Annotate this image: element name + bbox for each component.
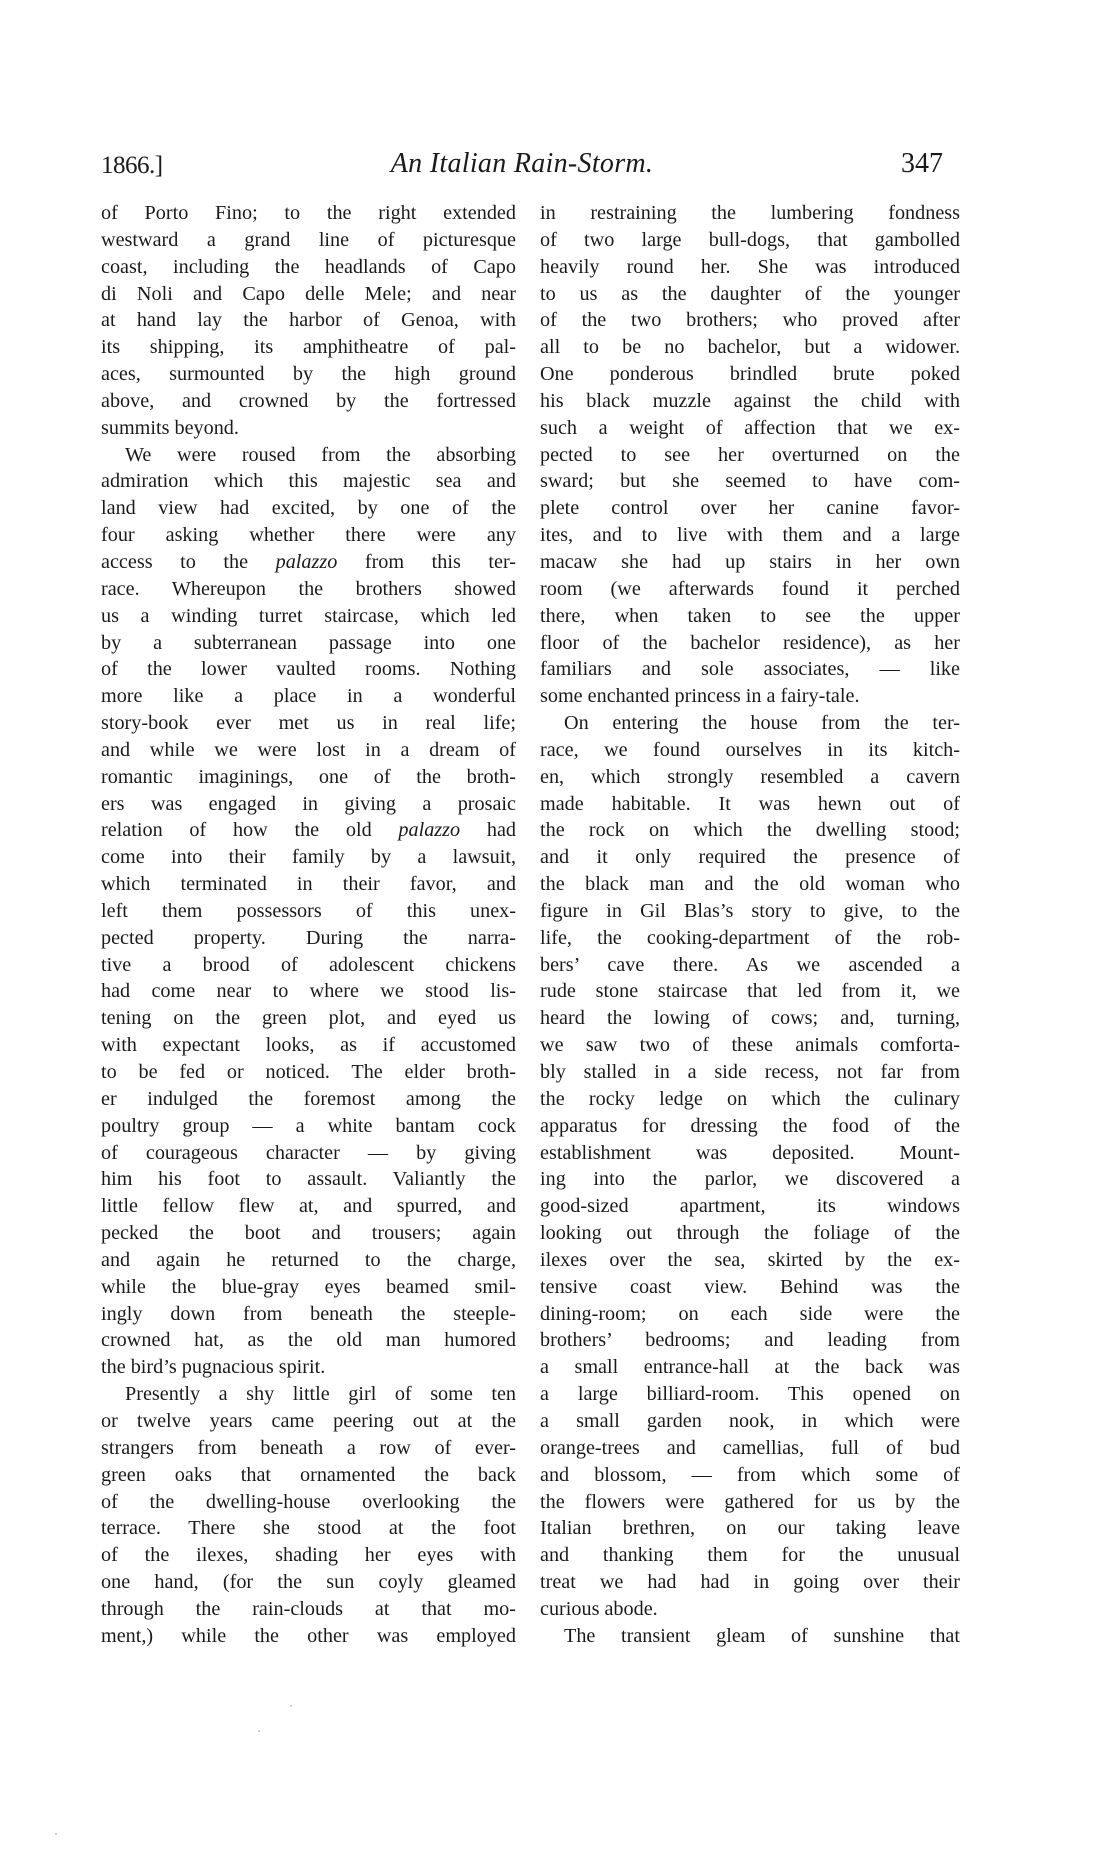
text-line: at hand lay the harbor of Genoa, with xyxy=(101,309,516,332)
paper-speck xyxy=(55,1833,57,1835)
text-line: and while we were lost in a dream of xyxy=(101,738,516,761)
text-line: tensive coast view. Behind was the xyxy=(540,1275,960,1298)
text-line: apparatus for dressing the food of the xyxy=(540,1114,960,1137)
text-line: tening on the green plot, and eyed us xyxy=(101,1007,516,1030)
page-number: 347 xyxy=(901,148,943,179)
text-line: the rock on which the dwelling stood; xyxy=(540,819,960,842)
text-line: rude stone staircase that led from it, we xyxy=(540,980,960,1003)
text-line: to be fed or noticed. The elder broth- xyxy=(101,1061,516,1083)
text-line: the rocky ledge on which the culinary xyxy=(540,1087,960,1110)
text-line: relation of how the old palazzo had xyxy=(101,819,516,842)
text-line: curious abode. xyxy=(540,1597,658,1620)
text-line: bers’ cave there. As we ascended a xyxy=(540,953,960,976)
text-line: of the dwelling-house overlooking the xyxy=(101,1490,516,1513)
text-line: floor of the bachelor residence), as her xyxy=(540,631,960,654)
text-line: and it only required the presence of xyxy=(540,846,960,869)
text-line: the black man and the old woman who xyxy=(540,873,960,896)
text-line: We were roused from the absorbing xyxy=(125,443,516,466)
text-line: little fellow flew at, and spurred, and xyxy=(101,1195,516,1218)
text-line: establishment was deposited. Mount- xyxy=(540,1141,960,1164)
text-line: er indulged the foremost among the xyxy=(101,1087,516,1110)
text-line: good-sized apartment, its windows xyxy=(540,1195,960,1218)
text-line: romantic imaginings, one of the broth- xyxy=(101,765,516,788)
text-line: ing into the parlor, we discovered a xyxy=(540,1168,960,1191)
text-line: while the blue-gray eyes beamed smil- xyxy=(101,1275,516,1298)
text-line: above, and crowned by the fortressed xyxy=(101,389,516,412)
text-line: crowned hat, as the old man humored xyxy=(101,1329,516,1352)
text-line: Italian brethren, on our taking leave xyxy=(540,1517,960,1540)
text-line: four asking whether there were any xyxy=(101,524,516,547)
text-line: strangers from beneath a row of ever- xyxy=(101,1436,516,1459)
text-line: race. Whereupon the brothers showed xyxy=(101,577,516,600)
text-line: heavily round her. She was introduced xyxy=(540,255,960,278)
text-line: tive a brood of adolescent chickens xyxy=(101,953,516,976)
text-line: sward; but she seemed to have com- xyxy=(540,470,960,493)
text-line: The transient gleam of sunshine that xyxy=(564,1624,960,1647)
text-line: of the lower vaulted rooms. Nothing xyxy=(101,658,516,681)
text-line: race, we found ourselves in its kitch- xyxy=(540,738,960,761)
italic-word: palazzo xyxy=(398,819,461,842)
text-line: coast, including the headlands of Capo xyxy=(101,255,516,278)
text-line: and blossom, — from which some of xyxy=(540,1463,960,1486)
text-line: of two large bull-dogs, that gambolled xyxy=(540,228,960,251)
text-line: in restraining the lumbering fondness xyxy=(540,202,960,224)
text-line: macaw she had up stairs in her own xyxy=(540,550,960,573)
text-line: the flowers were gathered for us by the xyxy=(540,1490,960,1513)
text-line: of the ilexes, shading her eyes with xyxy=(101,1544,516,1567)
text-line: with expectant looks, as if accustomed xyxy=(101,1034,516,1057)
text-line: the bird’s pugnacious spirit. xyxy=(101,1356,326,1379)
text-line: ment,) while the other was employed xyxy=(101,1624,516,1647)
text-line: more like a place in a wonderful xyxy=(101,685,516,708)
text-line: left them possessors of this unex- xyxy=(101,899,516,922)
text-line: and again he returned to the charge, xyxy=(101,1248,516,1271)
text-line: dining-room; on each side were the xyxy=(540,1302,960,1325)
text-line: poultry group — a white bantam cock xyxy=(101,1114,516,1137)
text-line: his black muzzle against the child with xyxy=(540,389,960,412)
text-line: familiars and sole associates, — like xyxy=(540,658,960,681)
text-line: him his foot to assault. Valiantly the xyxy=(101,1168,516,1191)
paper-speck xyxy=(290,1705,292,1707)
text-line: plete control over her canine favor- xyxy=(540,497,960,520)
text-line: or twelve years came peering out at the xyxy=(101,1409,516,1432)
text-column-left xyxy=(101,200,516,1650)
italic-word: palazzo xyxy=(275,550,338,573)
text-line: life, the cooking-department of the rob- xyxy=(540,926,960,949)
text-line: and thanking them for the unusual xyxy=(540,1544,960,1567)
text-line: figure in Gil Blas’s story to give, to the xyxy=(540,899,960,922)
text-line: one hand, (for the sun coyly gleamed xyxy=(101,1571,516,1594)
text-line: terrace. There she stood at the foot xyxy=(101,1517,516,1540)
text-line: access to the palazzo from this ter- xyxy=(101,550,516,573)
text-line: there, when taken to see the upper xyxy=(540,604,960,627)
text-line: a small entrance-hall at the back was xyxy=(540,1356,960,1379)
text-line: its shipping, its amphitheatre of pal- xyxy=(101,336,516,359)
text-line: aces, surmounted by the high ground xyxy=(101,363,516,386)
text-line: by a subterranean passage into one xyxy=(101,631,516,654)
text-line: brothers’ bedrooms; and leading from xyxy=(540,1329,960,1352)
text-line: looking out through the foliage of the xyxy=(540,1222,960,1245)
text-line: all to be no bachelor, but a widower. xyxy=(540,336,960,359)
text-line: a small garden nook, in which were xyxy=(540,1409,960,1432)
text-line: pected property. During the narra- xyxy=(101,926,516,949)
text-line: ers was engaged in giving a prosaic xyxy=(101,792,516,815)
text-line: room (we afterwards found it perched xyxy=(540,577,960,600)
paper-speck xyxy=(258,1730,260,1732)
text-line: ilexes over the sea, skirted by the ex- xyxy=(540,1248,960,1271)
text-line: to us as the daughter of the younger xyxy=(540,282,960,305)
text-line: heard the lowing of cows; and, turning, xyxy=(540,1007,960,1030)
text-line: westward a grand line of picturesque xyxy=(101,228,516,251)
text-line: a large billiard-room. This opened on xyxy=(540,1383,960,1406)
text-line: land view had excited, by one of the xyxy=(101,497,516,520)
text-line: us a winding turret staircase, which led xyxy=(101,604,516,627)
text-line: ingly down from beneath the steeple- xyxy=(101,1302,516,1325)
text-line: had come near to where we stood lis- xyxy=(101,980,516,1003)
text-line: bly stalled in a side recess, not far from xyxy=(540,1061,960,1083)
text-line: pecked the boot and trousers; again xyxy=(101,1222,516,1245)
text-line: admiration which this majestic sea and xyxy=(101,470,516,493)
text-line: en, which strongly resembled a cavern xyxy=(540,765,960,788)
text-line: which terminated in their favor, and xyxy=(101,873,516,896)
text-line: through the rain-clouds at that mo- xyxy=(101,1597,516,1620)
running-head-year: 1866.] xyxy=(101,152,163,179)
text-line: orange-trees and camellias, full of bud xyxy=(540,1436,960,1459)
running-head xyxy=(101,146,943,182)
text-line: On entering the house from the ter- xyxy=(564,712,960,735)
text-line: some enchanted princess in a fairy-tale. xyxy=(540,685,860,708)
text-line: Presently a shy little girl of some ten xyxy=(125,1383,516,1406)
text-line: green oaks that ornamented the back xyxy=(101,1463,516,1486)
text-column-right xyxy=(540,200,960,1650)
text-line: come into their family by a lawsuit, xyxy=(101,846,516,869)
text-line: we saw two of these animals comforta- xyxy=(540,1034,960,1057)
text-line: of Porto Fino; to the right extended xyxy=(101,202,516,224)
text-line: of the two brothers; who proved after xyxy=(540,309,960,332)
text-line: of courageous character — by giving xyxy=(101,1141,516,1164)
text-line: summits beyond. xyxy=(101,416,239,439)
text-line: made habitable. It was hewn out of xyxy=(540,792,960,815)
text-line: One ponderous brindled brute poked xyxy=(540,363,960,386)
text-line: treat we had had in going over their xyxy=(540,1571,960,1594)
text-line: ites, and to live with them and a large xyxy=(540,524,960,547)
text-line: pected to see her overturned on the xyxy=(540,443,960,466)
running-head-title: An Italian Rain-Storm. xyxy=(390,148,654,179)
text-line: such a weight of affection that we ex- xyxy=(540,416,960,439)
text-line: di Noli and Capo delle Mele; and near xyxy=(101,282,516,305)
text-line: story-book ever met us in real life; xyxy=(101,712,516,735)
